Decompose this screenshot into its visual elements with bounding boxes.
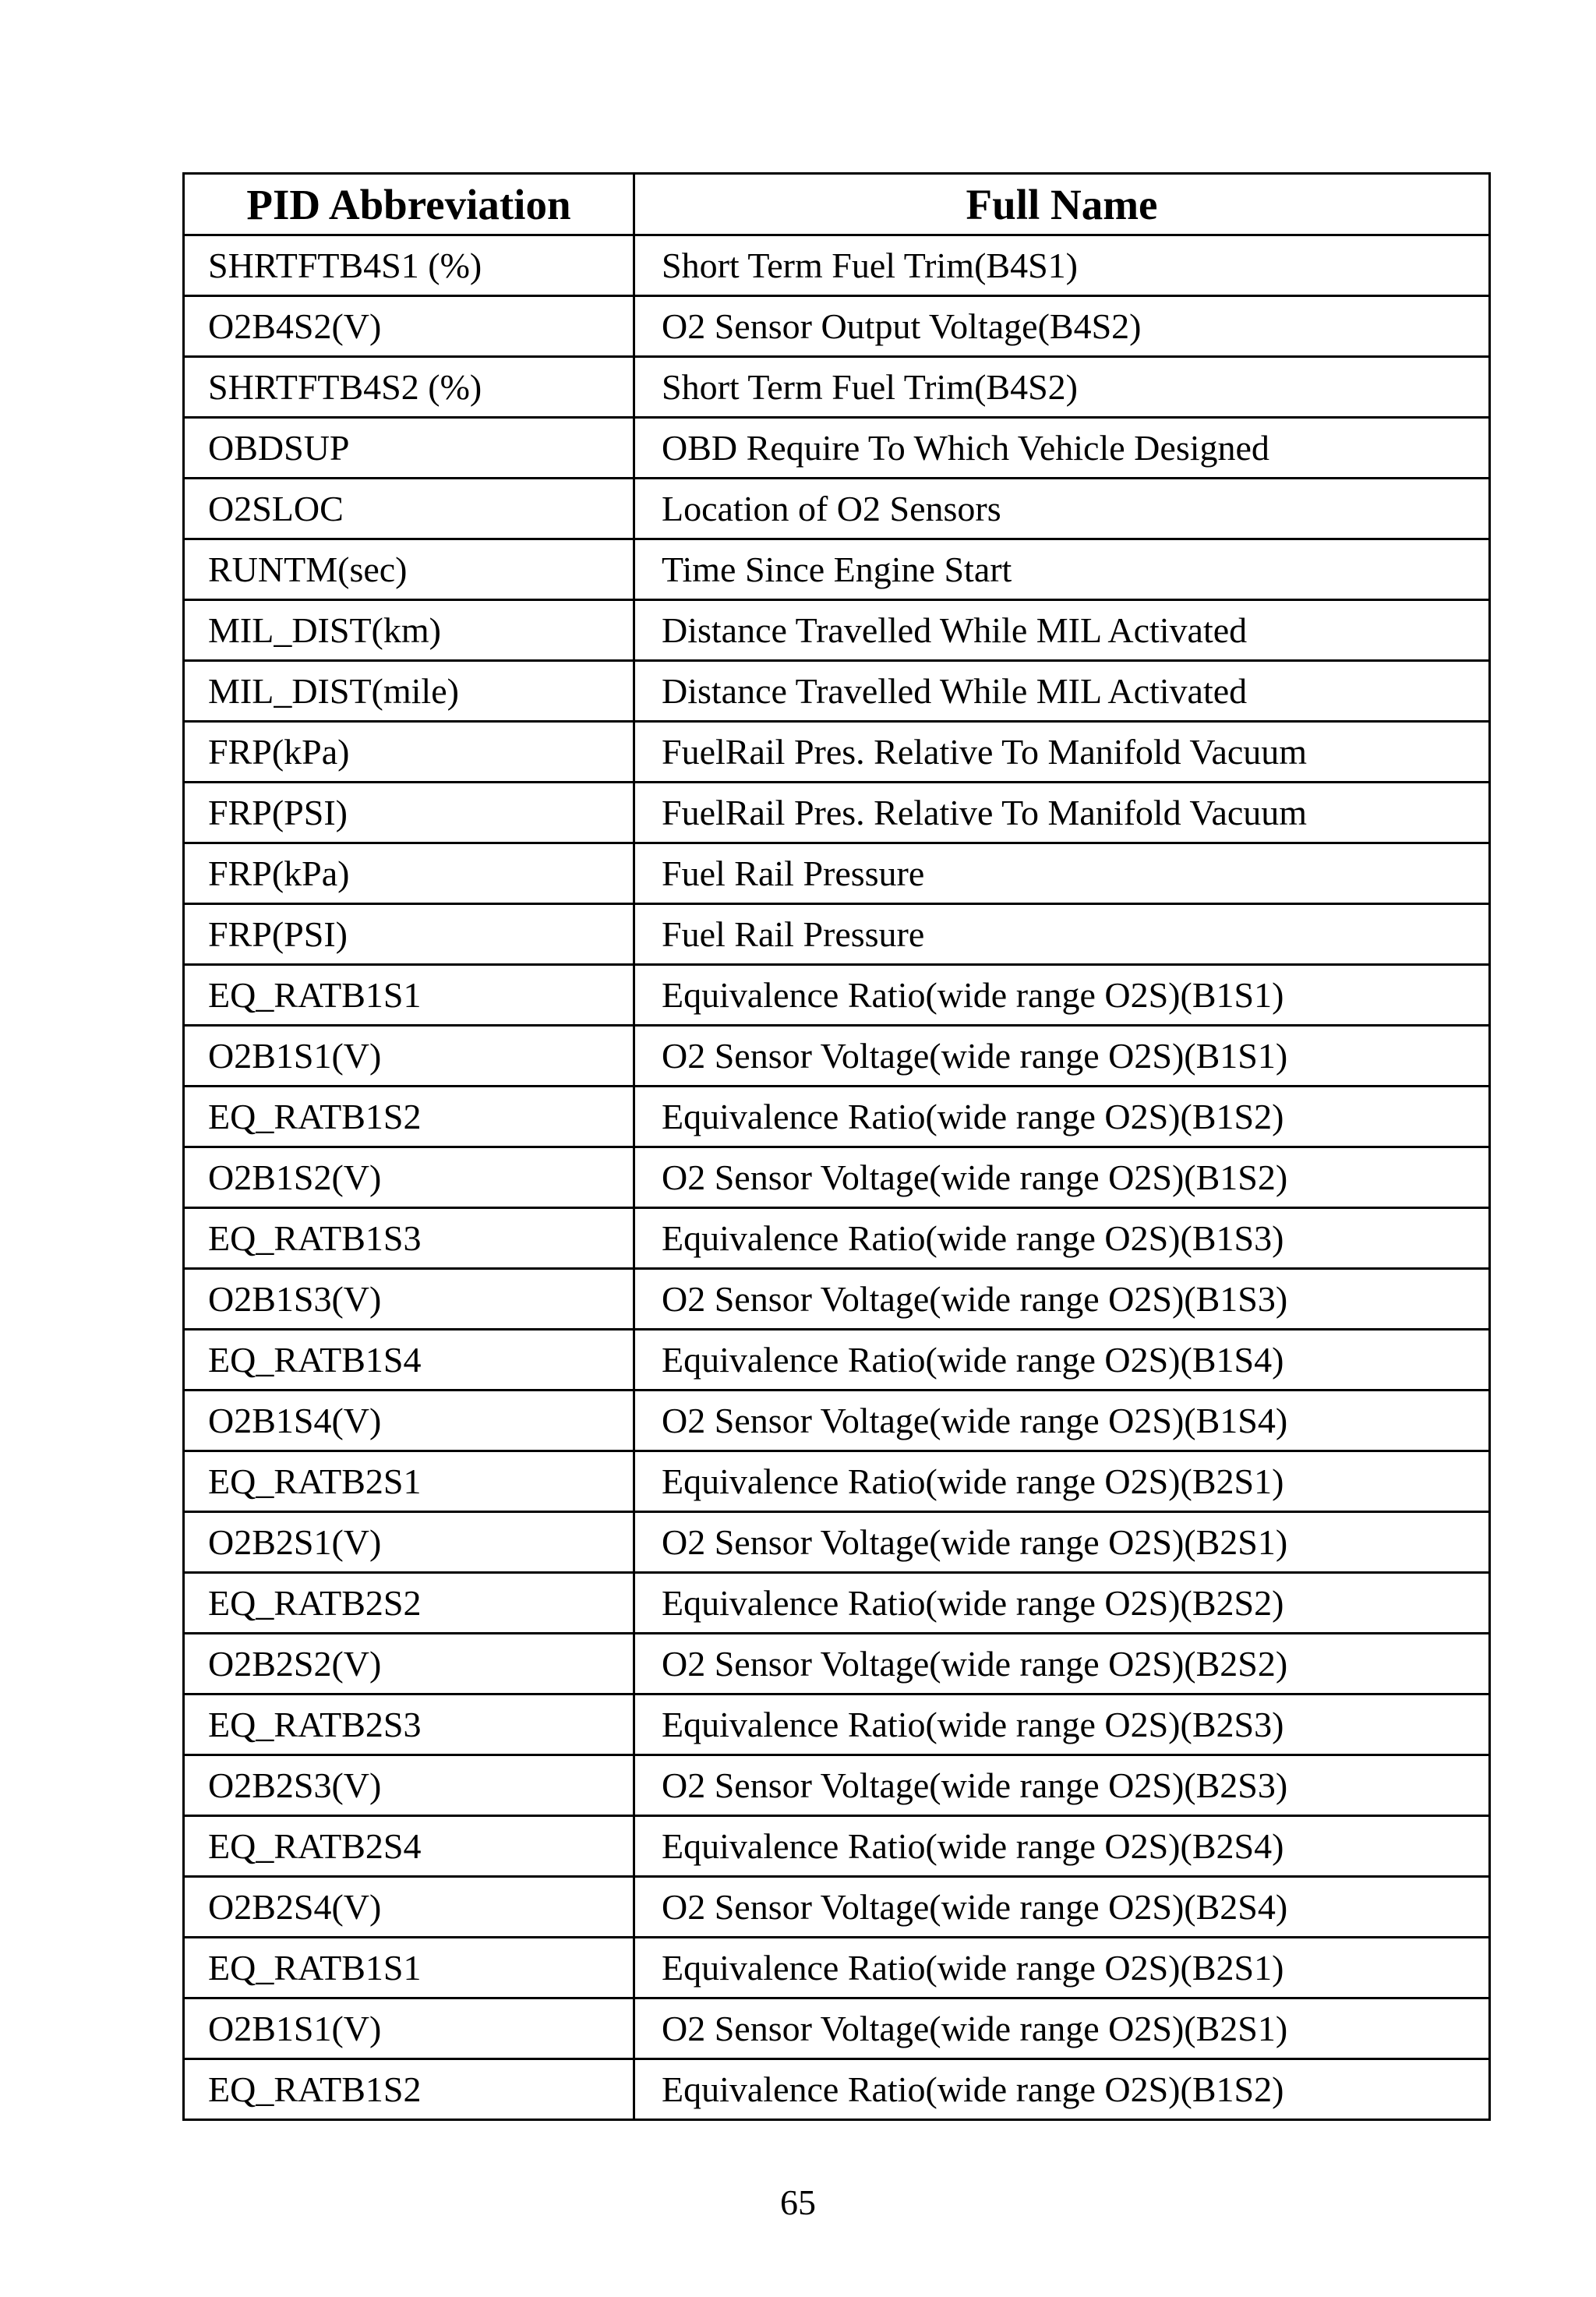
full-name-cell: Equivalence Ratio(wide range O2S)(B1S2) (634, 2059, 1490, 2120)
table-row (184, 1938, 1490, 1998)
table-row (184, 418, 1490, 479)
full-name-cell: Location of O2 Sensors (634, 479, 1490, 539)
table-row (184, 1269, 1490, 1330)
full-name-cell: Fuel Rail Pressure (634, 843, 1490, 904)
page-number: 65 (780, 2182, 816, 2222)
table-row (184, 1451, 1490, 1512)
pid-abbreviation-cell: FRP(kPa) (184, 722, 634, 783)
header-row (184, 174, 1490, 235)
full-name-cell: Equivalence Ratio(wide range O2S)(B1S3) (634, 1208, 1490, 1269)
full-name-cell: O2 Sensor Voltage(wide range O2S)(B2S1) (634, 1998, 1490, 2059)
full-name-cell: Short Term Fuel Trim(B4S1) (634, 235, 1490, 296)
full-name-cell: FuelRail Pres. Relative To Manifold Vacuum (634, 783, 1490, 843)
pid-table (182, 172, 1491, 2121)
pid-abbreviation-cell: MIL_DIST(km) (184, 600, 634, 661)
full-name-cell: O2 Sensor Voltage(wide range O2S)(B2S3) (634, 1755, 1490, 1816)
full-name-cell: O2 Sensor Voltage(wide range O2S)(B2S1) (634, 1512, 1490, 1573)
table-row (184, 1694, 1490, 1755)
full-name-cell: FuelRail Pres. Relative To Manifold Vacuum (634, 722, 1490, 783)
table-row (184, 1208, 1490, 1269)
full-name-cell: Short Term Fuel Trim(B4S2) (634, 357, 1490, 418)
table-row (184, 661, 1490, 722)
full-name-cell: O2 Sensor Voltage(wide range O2S)(B1S2) (634, 1147, 1490, 1208)
table-row (184, 1512, 1490, 1573)
table-row (184, 296, 1490, 357)
table-row (184, 2059, 1490, 2120)
pid-abbreviation-cell: EQ_RATB1S1 (184, 1938, 634, 1998)
pid-abbreviation-cell: EQ_RATB1S1 (184, 965, 634, 1026)
table-row (184, 1998, 1490, 2059)
pid-abbreviation-cell: EQ_RATB2S2 (184, 1573, 634, 1634)
pid-abbreviation-cell: EQ_RATB1S4 (184, 1330, 634, 1391)
table-row (184, 539, 1490, 600)
full-name-cell: O2 Sensor Voltage(wide range O2S)(B2S2) (634, 1634, 1490, 1694)
pid-abbreviation-cell: EQ_RATB2S3 (184, 1694, 634, 1755)
table-row (184, 1634, 1490, 1694)
full-name-cell: O2 Sensor Voltage(wide range O2S)(B2S4) (634, 1877, 1490, 1938)
full-name-cell: Equivalence Ratio(wide range O2S)(B1S4) (634, 1330, 1490, 1391)
full-name-cell: Equivalence Ratio(wide range O2S)(B2S1) (634, 1451, 1490, 1512)
header-pid-abbreviation: PID Abbreviation (184, 174, 634, 235)
table-row (184, 843, 1490, 904)
table-header (184, 174, 1490, 235)
header-full-name: Full Name (634, 174, 1490, 235)
table-row (184, 1087, 1490, 1147)
full-name-cell: Equivalence Ratio(wide range O2S)(B2S3) (634, 1694, 1490, 1755)
table-row (184, 1816, 1490, 1877)
table-row (184, 1147, 1490, 1208)
full-name-cell: OBD Require To Which Vehicle Designed (634, 418, 1490, 479)
pid-abbreviation-cell: EQ_RATB1S2 (184, 1087, 634, 1147)
pid-abbreviation-cell: EQ_RATB2S4 (184, 1816, 634, 1877)
pid-abbreviation-cell: OBDSUP (184, 418, 634, 479)
table-row (184, 1391, 1490, 1451)
pid-abbreviation-cell: O2B1S1(V) (184, 1998, 634, 2059)
pid-abbreviation-cell: O2B2S3(V) (184, 1755, 634, 1816)
pid-abbreviation-cell: O2B1S1(V) (184, 1026, 634, 1087)
table-row (184, 1755, 1490, 1816)
table-row (184, 783, 1490, 843)
full-name-cell: O2 Sensor Voltage(wide range O2S)(B1S1) (634, 1026, 1490, 1087)
full-name-cell: Equivalence Ratio(wide range O2S)(B2S2) (634, 1573, 1490, 1634)
full-name-cell: Equivalence Ratio(wide range O2S)(B1S1) (634, 965, 1490, 1026)
full-name-cell: Distance Travelled While MIL Activated (634, 661, 1490, 722)
table-row (184, 235, 1490, 296)
table-row (184, 904, 1490, 965)
table-row (184, 1330, 1490, 1391)
pid-abbreviation-cell: EQ_RATB2S1 (184, 1451, 634, 1512)
full-name-cell: Equivalence Ratio(wide range O2S)(B2S1) (634, 1938, 1490, 1998)
pid-abbreviation-cell: O2B2S1(V) (184, 1512, 634, 1573)
pid-abbreviation-cell: FRP(PSI) (184, 783, 634, 843)
table-row (184, 357, 1490, 418)
pid-abbreviation-cell: O2B4S2(V) (184, 296, 634, 357)
full-name-cell: Equivalence Ratio(wide range O2S)(B2S4) (634, 1816, 1490, 1877)
table-row (184, 722, 1490, 783)
table-row (184, 1573, 1490, 1634)
table-row (184, 600, 1490, 661)
full-name-cell: O2 Sensor Voltage(wide range O2S)(B1S4) (634, 1391, 1490, 1451)
full-name-cell: O2 Sensor Voltage(wide range O2S)(B1S3) (634, 1269, 1490, 1330)
full-name-cell: Equivalence Ratio(wide range O2S)(B1S2) (634, 1087, 1490, 1147)
full-name-cell: Fuel Rail Pressure (634, 904, 1490, 965)
pid-abbreviation-cell: SHRTFTB4S1 (%) (184, 235, 634, 296)
table-row (184, 965, 1490, 1026)
table-row (184, 1026, 1490, 1087)
pid-abbreviation-cell: MIL_DIST(mile) (184, 661, 634, 722)
full-name-cell: Distance Travelled While MIL Activated (634, 600, 1490, 661)
pid-abbreviation-cell: EQ_RATB1S2 (184, 2059, 634, 2120)
table-row (184, 1877, 1490, 1938)
pid-abbreviation-cell: SHRTFTB4S2 (%) (184, 357, 634, 418)
pid-abbreviation-cell: EQ_RATB1S3 (184, 1208, 634, 1269)
pid-abbreviation-cell: O2B1S4(V) (184, 1391, 634, 1451)
pid-abbreviation-cell: RUNTM(sec) (184, 539, 634, 600)
pid-abbreviation-cell: FRP(kPa) (184, 843, 634, 904)
table-body (184, 235, 1490, 2120)
table-row (184, 479, 1490, 539)
pid-abbreviation-cell: O2SLOC (184, 479, 634, 539)
full-name-cell: Time Since Engine Start (634, 539, 1490, 600)
pid-abbreviation-cell: FRP(PSI) (184, 904, 634, 965)
pid-abbreviation-cell: O2B1S3(V) (184, 1269, 634, 1330)
pid-abbreviation-cell: O2B2S2(V) (184, 1634, 634, 1694)
full-name-cell: O2 Sensor Output Voltage(B4S2) (634, 296, 1490, 357)
pid-abbreviation-cell: O2B2S4(V) (184, 1877, 634, 1938)
pid-abbreviation-cell: O2B1S2(V) (184, 1147, 634, 1208)
